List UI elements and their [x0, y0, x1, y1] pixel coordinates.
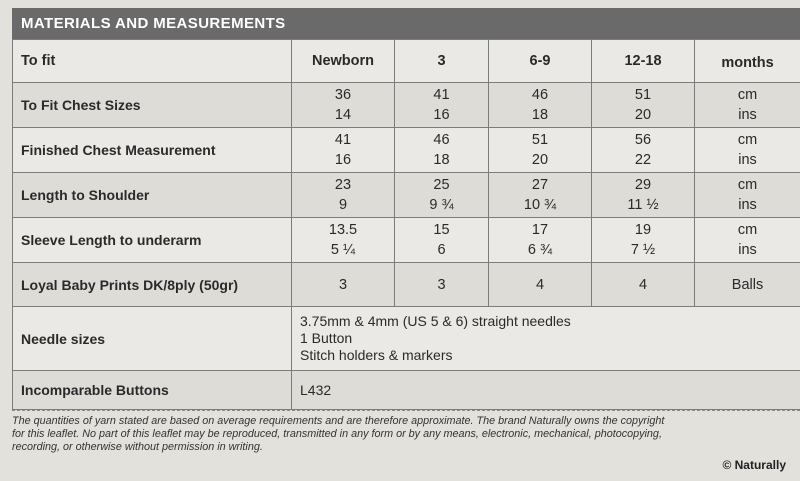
table-row: [13, 173, 800, 218]
value-cell: 46 18: [395, 128, 489, 173]
value-cell: 41 16: [292, 128, 395, 173]
needles-line: 1 Button: [300, 330, 353, 346]
value-cell: 46 18: [489, 83, 592, 128]
value-cell: 56 22: [592, 128, 695, 173]
value-cell: 41 16: [395, 83, 489, 128]
row-label: Finished Chest Measurement: [13, 128, 292, 173]
needles-line: 3.75mm & 4mm (US 5 & 6) straight needles: [300, 313, 571, 329]
buttons-value: L432: [292, 371, 800, 410]
table-row: [13, 83, 800, 128]
measurements-table: [12, 39, 800, 410]
value-cell: 15 6: [395, 218, 489, 263]
table-row: [13, 218, 800, 263]
yarn-unit: Balls: [695, 263, 800, 307]
yarn-label: Loyal Baby Prints DK/8ply (50gr): [13, 263, 292, 307]
value-cell: 36 14: [292, 83, 395, 128]
header-newborn: Newborn: [292, 40, 395, 83]
value-cell: 25 9 ¾: [395, 173, 489, 218]
row-label: Sleeve Length to underarm: [13, 218, 292, 263]
yarn-qty: 4: [489, 263, 592, 307]
yarn-row: [13, 263, 800, 307]
unit-cell: cm ins: [695, 218, 800, 263]
needles-list: [292, 307, 800, 371]
needles-row: [13, 307, 800, 371]
header-to-fit: To fit: [13, 40, 292, 83]
unit-cell: cm ins: [695, 173, 800, 218]
section-title: MATERIALS AND MEASUREMENTS: [12, 8, 800, 39]
value-cell: 19 7 ½: [592, 218, 695, 263]
buttons-row: [13, 371, 800, 410]
unit-cell: cm ins: [695, 83, 800, 128]
footnote: [12, 415, 788, 454]
value-cell: 13.5 5 ¼: [292, 218, 395, 263]
needles-label: Needle sizes: [13, 307, 292, 371]
yarn-qty: 3: [292, 263, 395, 307]
unit-cell: cm ins: [695, 128, 800, 173]
header-12-18: 12-18: [592, 40, 695, 83]
table-row: [13, 128, 800, 173]
row-label: Length to Shoulder: [13, 173, 292, 218]
footnote-line: recording, or otherwise without permission in writing.: [12, 441, 263, 453]
value-cell: 23 9: [292, 173, 395, 218]
buttons-label: Incomparable Buttons: [13, 371, 292, 410]
row-label: To Fit Chest Sizes: [13, 83, 292, 128]
value-cell: 51 20: [489, 128, 592, 173]
copyright-notice: © Naturally: [722, 458, 786, 472]
value-cell: 17 6 ¾: [489, 218, 592, 263]
dashed-divider: [12, 410, 800, 411]
yarn-qty: 3: [395, 263, 489, 307]
value-cell: 51 20: [592, 83, 695, 128]
header-3: 3: [395, 40, 489, 83]
value-cell: 29 11 ½: [592, 173, 695, 218]
header-months: months: [695, 40, 800, 83]
footnote-line: for this leaflet. No part of this leaflet may be reproduced, transmitted in any form or by any means, electronic, mechanical, photocopying,: [12, 428, 662, 440]
footnote-line: The quantities of yarn stated are based on average requirements and are therefore approximate. The brand Naturally owns the copyright: [12, 415, 665, 427]
value-cell: 27 10 ¾: [489, 173, 592, 218]
table-header-row: [13, 40, 800, 83]
needles-line: Stitch holders & markers: [300, 347, 453, 363]
header-6-9: 6-9: [489, 40, 592, 83]
yarn-qty: 4: [592, 263, 695, 307]
